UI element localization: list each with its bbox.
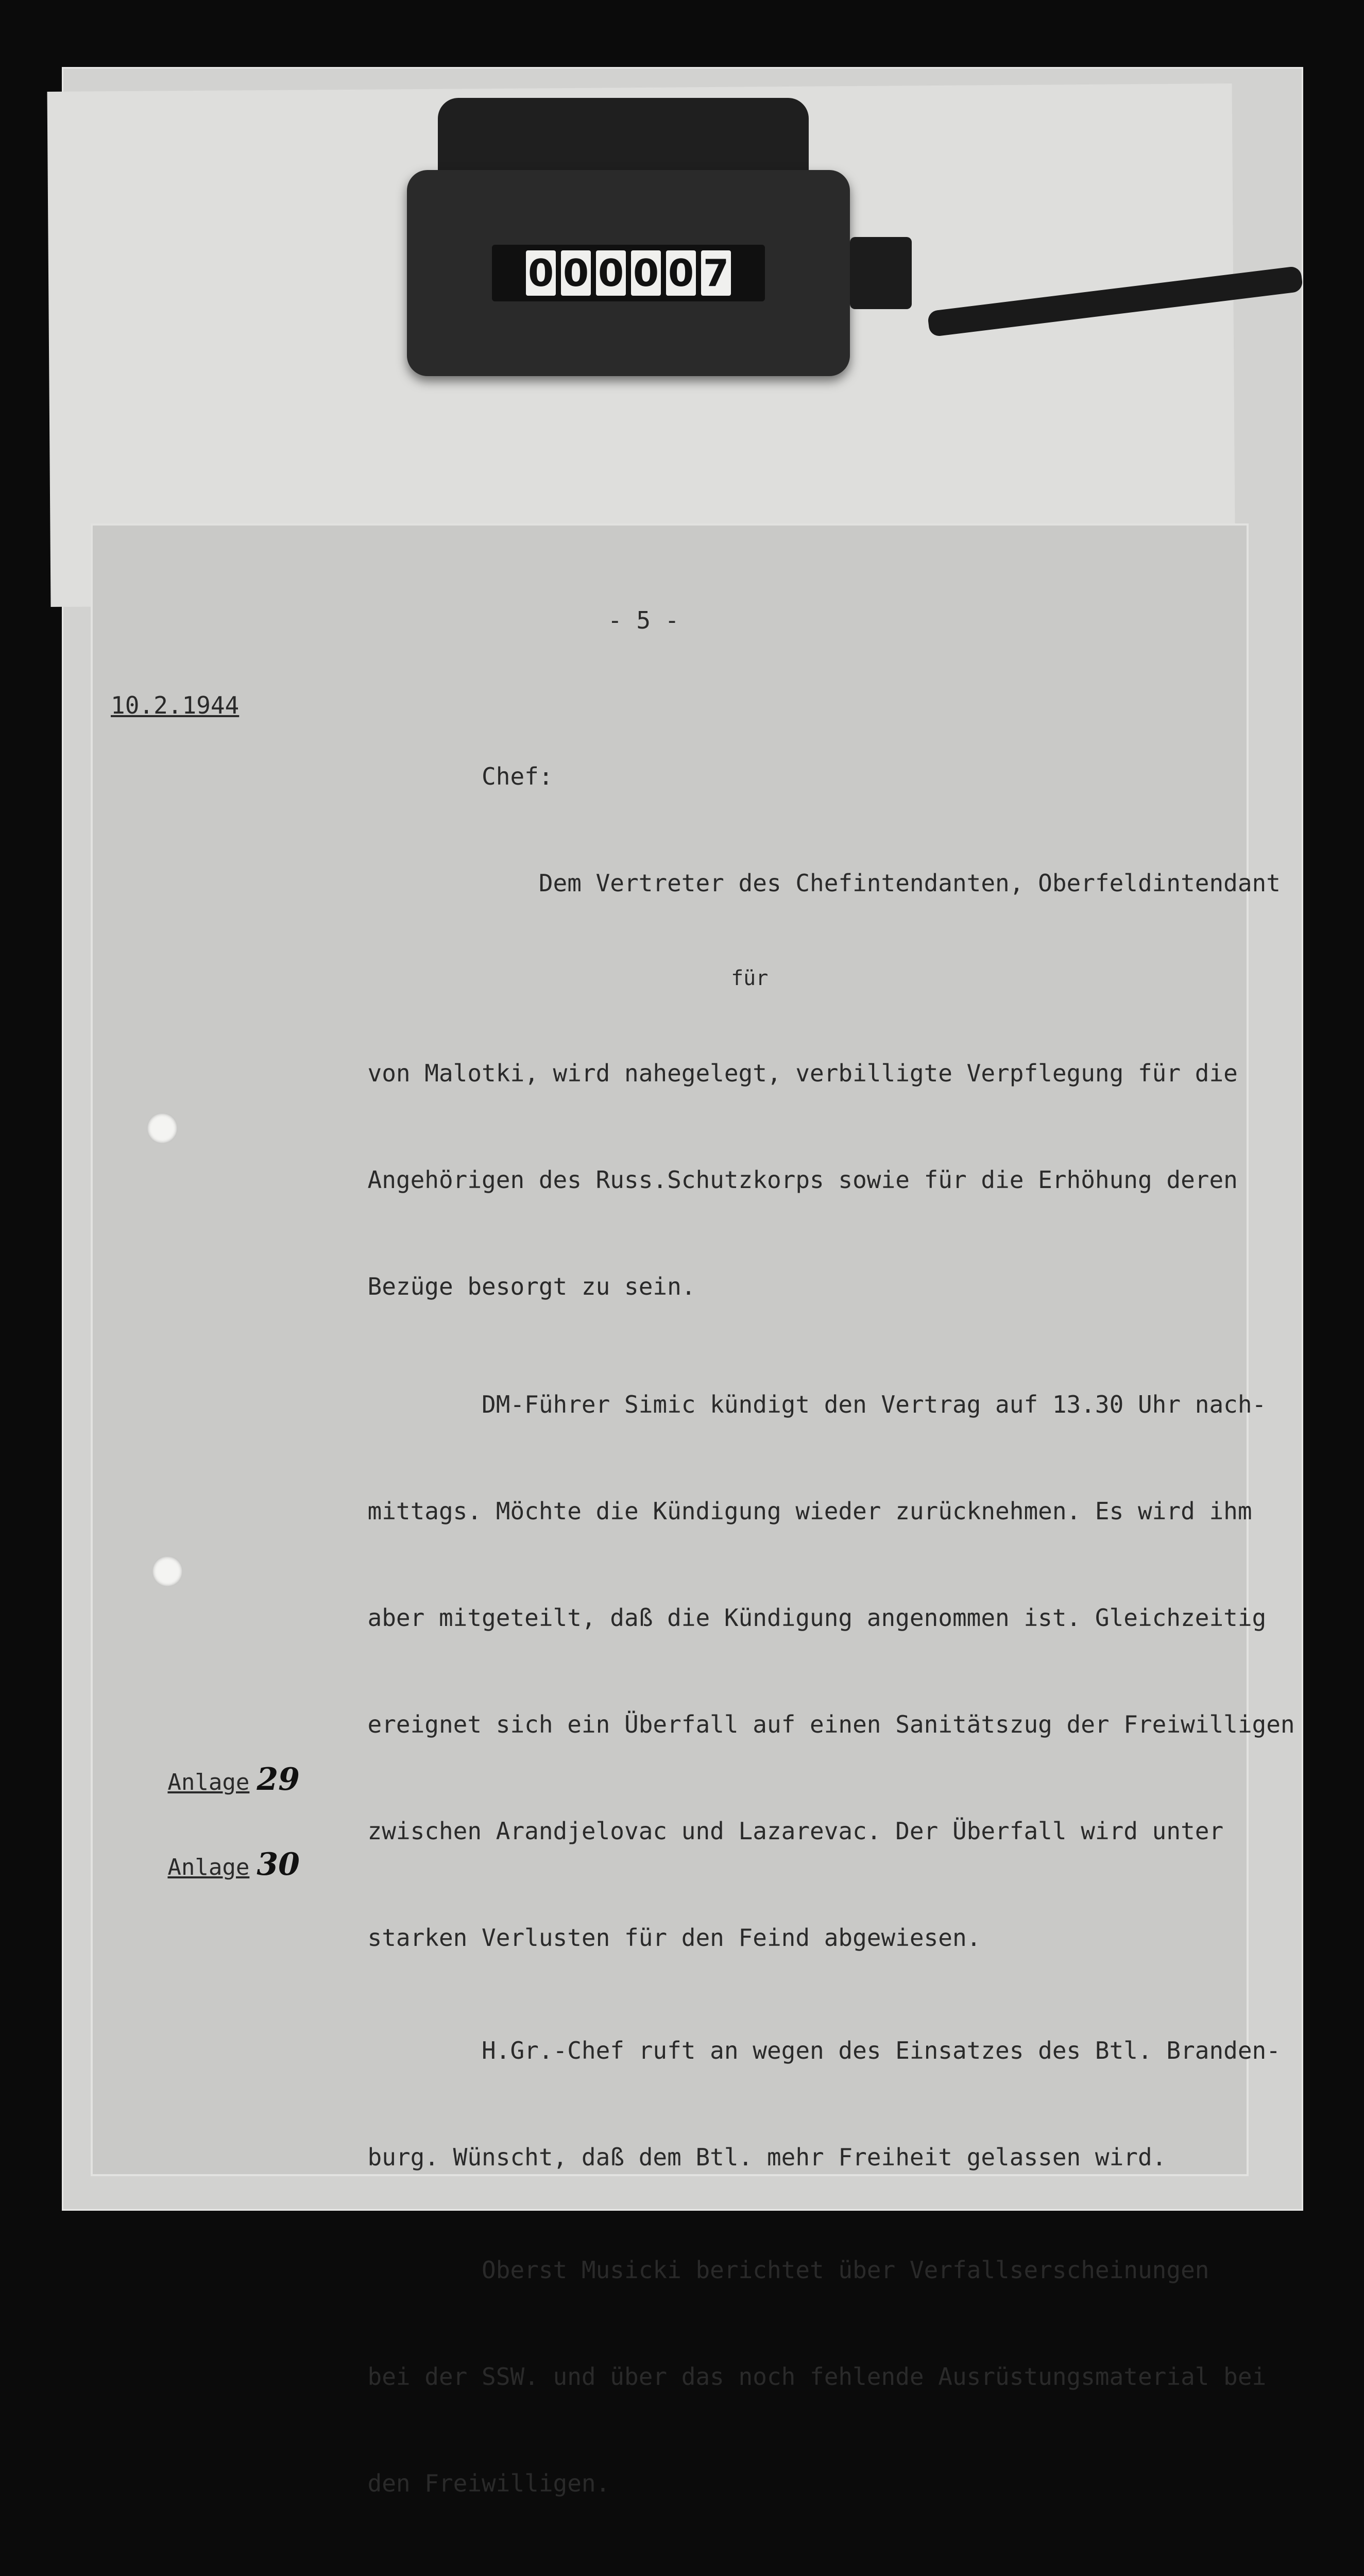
body-line: ereignet sich ein Überfall auf einen Sanitätszug der Freiwilligen: [111, 1710, 1295, 1738]
annex-note: [139, 1721, 300, 1803]
body-line: Oberst Musicki berichtet über Verfallserscheinungen: [111, 2256, 1209, 2284]
body-line: Bezüge besorgt zu sein.: [111, 1273, 696, 1300]
counter-digit: 0: [596, 250, 626, 296]
counter-digit: 0: [666, 250, 696, 296]
page-number: - 5 -: [608, 606, 679, 634]
body-line: Angehörigen des Russ.Schutzkorps sowie für die Erhöhung deren: [111, 1166, 1238, 1194]
body-line: burg. Wünscht, daß dem Btl. mehr Freiheit gelassen wird.: [111, 2143, 1167, 2171]
document-date: 10.2.1944: [111, 691, 240, 719]
annex-number: 29: [257, 1761, 300, 1798]
body-line: DM-Führer Simic kündigt den Vertrag auf 13.30 Uhr nach-: [111, 1391, 1267, 1418]
body-line: zwischen Arandjelovac und Lazarevac. Der Überfall wird unter: [111, 1817, 1224, 1845]
document-body: [111, 688, 1295, 2576]
counter-window: [492, 245, 765, 301]
counter-digit: 0: [526, 250, 556, 296]
body-line: bei der SSW. und über das noch fehlende Ausrüstungsmaterial bei: [111, 2363, 1267, 2391]
frame-counter: [407, 98, 912, 376]
body-line: H.Gr.-Chef ruft an wegen des Einsatzes des Btl. Branden-: [111, 2037, 1281, 2064]
counter-side: [850, 237, 912, 309]
body-line: für: [111, 967, 769, 990]
counter-digit: 0: [561, 250, 591, 296]
body-line: Chef:: [111, 762, 553, 790]
body-line: von Malotki, wird nahegelegt, verbilligte Verpflegung für die: [111, 1059, 1238, 1087]
annex-number: 30: [257, 1846, 300, 1883]
annex-label: Anlage: [167, 1854, 250, 1880]
body-line: mittags. Möchte die Kündigung wieder zurücknehmen. Es wird ihm: [111, 1497, 1252, 1525]
counter-digit: 0: [631, 250, 661, 296]
body-line: starken Verlusten für den Feind abgewiesen.: [111, 1924, 981, 1952]
annex-note: [139, 1806, 300, 1888]
body-line: aber mitgeteilt, daß die Kündigung angenommen ist. Gleichzeitig: [111, 1604, 1267, 1632]
counter-digit: 7: [701, 250, 731, 296]
annex-label: Anlage: [167, 1769, 250, 1795]
body-line: Dem Vertreter des Chefintendanten, Oberfeldintendant: [111, 869, 1281, 897]
body-line: den Freiwilligen.: [111, 2469, 610, 2497]
